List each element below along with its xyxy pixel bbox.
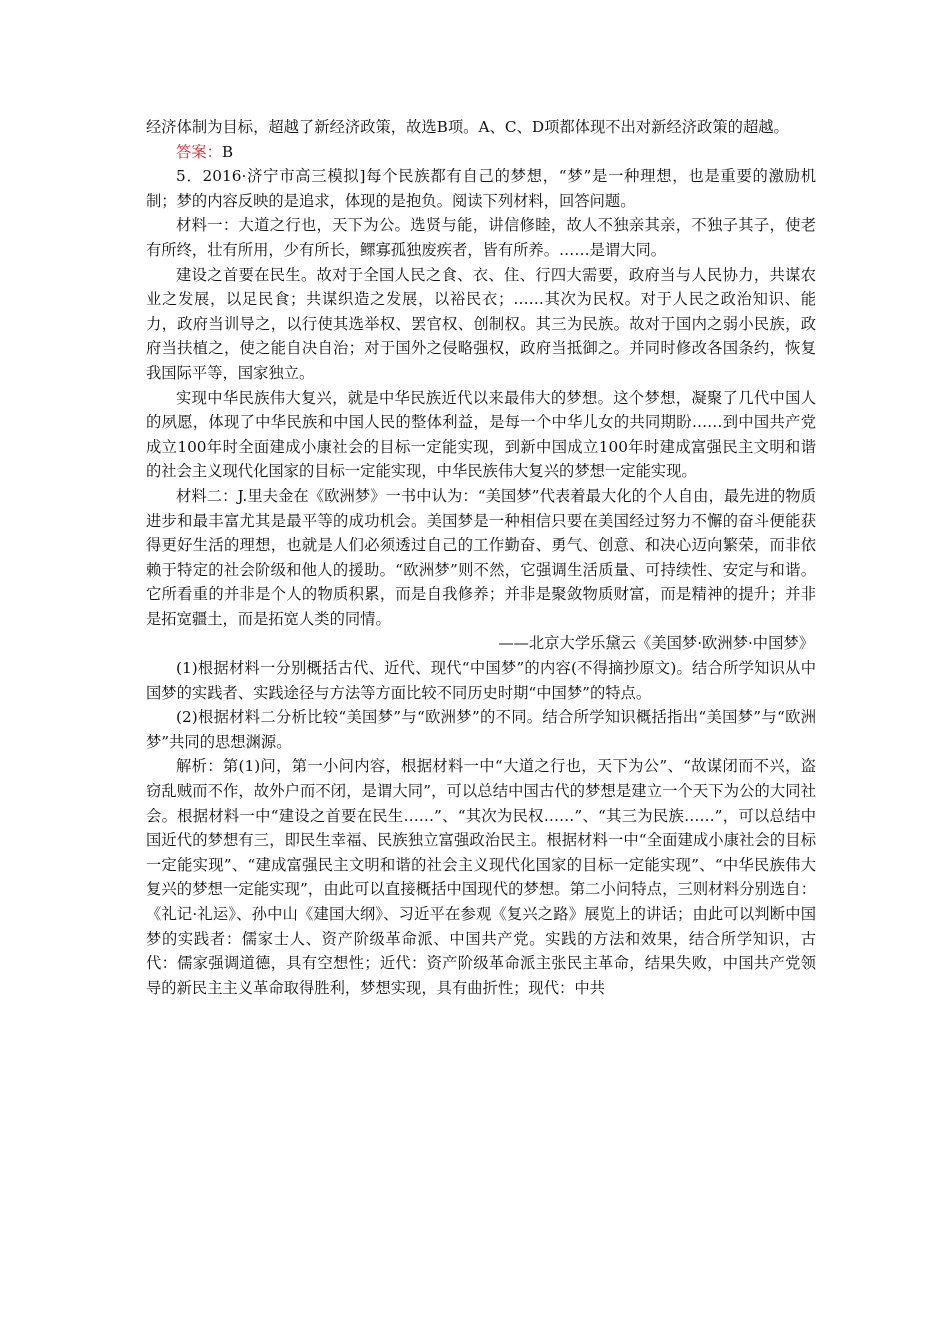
material-1-paragraph-3: 实现中华民族伟大复兴，就是中华民族近代以来最伟大的梦想。这个梦想，凝聚了几代中国人的夙愿，体现了中华民族和中国人民的整体利益，是每一个中华儿女的共同期盼……到中国共产党成立100年时全面建成小康社会的目标一定能实现，到新中国成立100年时建成富强民主文明和谐的社会主义现代化国家的目标一定能实现，中华民族伟大复兴的梦想一定能实现。 — [146, 388, 816, 481]
material-2-paragraph: 材料二：J.里夫金在《欧洲梦》一书中认为：“美国梦”代表着最大化的个人自由，最先进的物质进步和最丰富尤其是最平等的成功机会。美国梦是一种相信只要在美国经过努力不懈的奋斗便能获得更好生活的理想，也就是人们必须透过自己的工作勤奋、勇气、创意、和决心迈向繁荣，而非依赖于特定的社会阶级和他人的援助。“欧洲梦”则不然，它强调生活质量、可持续性、安定与和谐。它所看重的并非是个人的物质积累，而是自我修养；并非是聚敛物质财富，而是精神的提升；并非是拓宽疆土，而是拓宽人类的同情。 — [146, 486, 816, 628]
document-page — [146, 115, 816, 1000]
sub-question-2: (2)根据材料二分析比较“美国梦”与“欧洲梦”的不同。结合所学知识概括指出“美国梦”与“欧洲梦”共同的思想渊源。 — [146, 708, 816, 751]
material-2-source: ——北京大学乐黛云《美国梦·欧洲梦·中国梦》 — [498, 634, 814, 653]
sub-question-1: (1)根据材料一分别概括古代、近代、现代“中国梦”的内容(不得摘抄原文)。结合所学知识从中国梦的实践者、实践途径与方法等方面比较不同历史时期“中国梦”的特点。 — [146, 659, 816, 702]
material-1-paragraph-2: 建设之首要在民生。故对于全国人民之食、衣、住、行四大需要，政府当与人民协力，共谋农业之发展，以足民食；共谋织造之发展，以裕民衣；……其次为民权。对于人民之政治知识、能力，政府当训导之，以行使其选举权、罢官权、创制权。其三为民族。故对于国内之弱小民族，政府当扶植之，使之能自决自治；对于国外之侵略强权，政府当抵御之。并同时修改各国条约，恢复我国际平等，国家独立。 — [146, 265, 816, 382]
material-1-paragraph-1: 材料一：大道之行也，天下为公。选贤与能，讲信修睦，故人不独亲其亲，不独子其子，使老有所终，壮有所用，少有所长，鳏寡孤独废疾者，皆有所养。……是谓大同。 — [146, 216, 816, 259]
question-5-stem: 5．2016·济宁市高三模拟]每个民族都有自己的梦想，“梦”是一种理想，也是重要的激励机制；梦的内容反映的是追求，体现的是抱负。阅读下列材料，回答问题。 — [146, 167, 816, 210]
answer-line — [146, 140, 816, 165]
answer-label: 答案： — [176, 142, 222, 161]
answer-value: B — [221, 142, 234, 161]
previous-explanation: 经济体制为目标，超越了新经济政策，故选B项。A、C、D项都体现不出对新经济政策的超越。 — [146, 118, 789, 136]
analysis-paragraph: 解析：第(1)问，第一小问内容，根据材料一中“大道之行也，天下为公”、“故谋闭而不兴，盗窃乱贼而不作，故外户而不闭，是谓大同”，可以总结中国古代的梦想是建立一个天下为公的大同社会。根据材料一中“建设之首要在民生……”、“其次为民权……”、“其三为民族……”，可以总结中国近代的梦想有三，即民生幸福、民族独立富强政治民主。根据材料一中“全面建成小康社会的目标一定能实现”、“建成富强民主文明和谐的社会主义现代化国家的目标一定能实现”、“中华民族伟大复兴的梦想一定能实现”，由此可以直接概括中国现代的梦想。第二小问特点，三则材料分别选自：《礼记·礼运》、孙中山《建国大纲》、习近平在参观《复兴之路》展览上的讲话；由此可以判断中国梦的实践者：儒家士人、资产阶级革命派、中国共产党。实践的方法和效果，结合所学知识，古代：儒家强调道德，具有空想性；近代：资产阶级革命派主张民主革命，结果失败，中国共产党领导的新民主主义革命取得胜利，梦想实现，具有曲折性；现代：中共 — [146, 757, 816, 997]
